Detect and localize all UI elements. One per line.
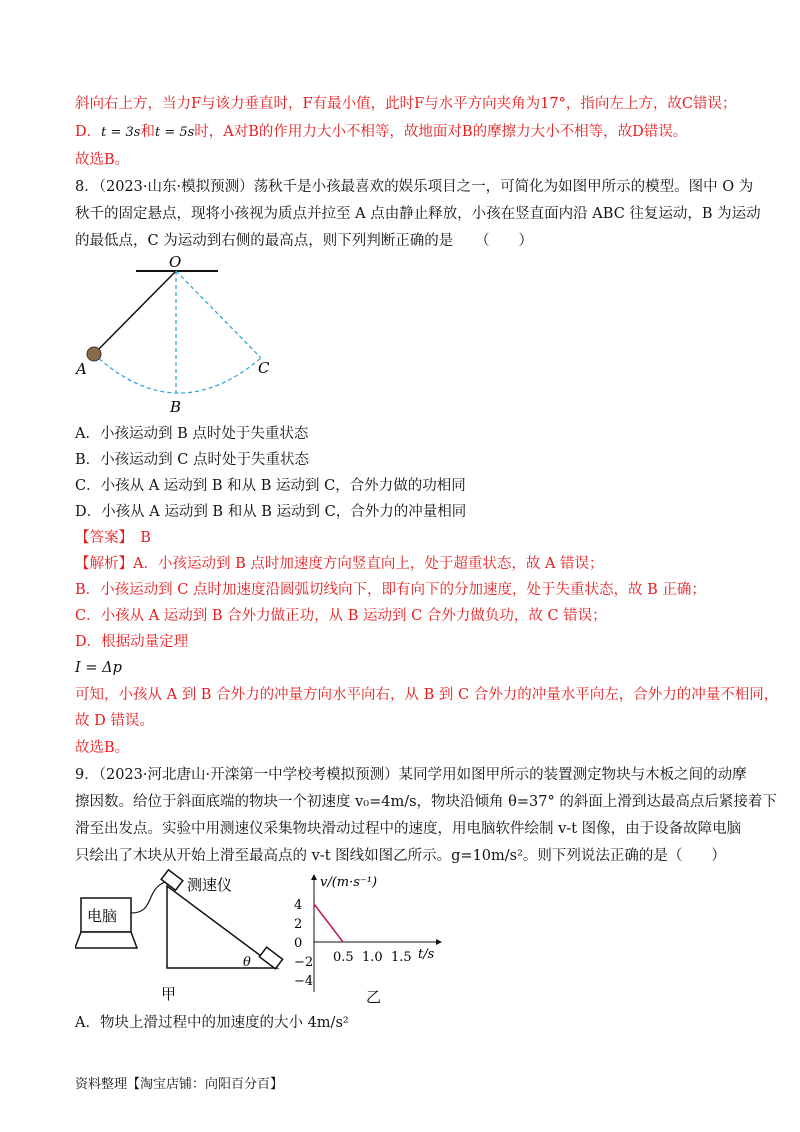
computer-base bbox=[75, 932, 137, 948]
q9-stem4: 只绘出了木块从开始上滑至最高点的 v-t 图线如图乙所示。g=10m/s²。则下列说法正确的是（ ） bbox=[75, 848, 726, 864]
q8-formula: I = Δp bbox=[75, 660, 122, 676]
x-tick-label: 0.5 bbox=[333, 950, 354, 965]
q8-answer: 【答案】 B bbox=[75, 530, 151, 546]
vt-series-line bbox=[314, 904, 343, 942]
y-tick-label: −2 bbox=[294, 955, 314, 970]
label-b: B bbox=[170, 398, 182, 416]
q8-analysis-d: D．根据动量定理 bbox=[75, 634, 189, 650]
y-tick-label: 4 bbox=[294, 898, 303, 913]
q8-option-b: B．小孩运动到 C 点时处于失重状态 bbox=[75, 452, 309, 468]
q8-analysis-b: B．小孩运动到 C 点时加速度沿圆弧切线向下，即有向下的分加速度，处于失重状态，故 B 正确； bbox=[75, 582, 706, 598]
q9-stem3: 滑至出发点。实验中用测速仪采集物块滑动过程中的速度，用电脑软件绘制 v-t 图像，由于设备故障电脑 bbox=[75, 821, 742, 837]
q8-option-a: A．小孩运动到 B 点时处于失重状态 bbox=[75, 426, 309, 442]
y-axis-label: v/(m·s⁻¹) bbox=[320, 875, 378, 890]
q8-analysis-a: 【解析】A．小孩运动到 B 点时加速度方向竖直向上，处于超重状态，故 A 错误； bbox=[75, 556, 604, 572]
y-tick-label: 2 bbox=[294, 917, 303, 932]
q8-option-c: C．小孩从 A 运动到 B 和从 B 运动到 C，合外力做的功相同 bbox=[75, 478, 466, 494]
x-tick-label: 1.5 bbox=[391, 950, 412, 965]
q8-stem2: 秋千的固定悬点，现将小孩视为质点并拉至 A 点由静止释放，小孩在竖直面内沿 ABC 往复运动，B 为运动 bbox=[75, 206, 761, 222]
x-axis-label: t/s bbox=[418, 947, 435, 962]
dashed-to-c bbox=[176, 271, 261, 358]
vt-chart bbox=[290, 866, 450, 1006]
theta-label: θ bbox=[243, 955, 251, 970]
q9-stem1: 9．（2023·河北唐山·开滦第一中学校考模拟预测）某同学用如图甲所示的装置测定物块与木板之间的动摩 bbox=[75, 767, 747, 783]
child-ball bbox=[87, 347, 101, 361]
meter-label: 测速仪 bbox=[187, 876, 233, 894]
cable bbox=[131, 882, 165, 913]
x-axis-arrow bbox=[436, 939, 442, 945]
y-tick-label: −4 bbox=[294, 974, 314, 989]
swing-figure bbox=[70, 252, 300, 422]
computer-label: 电脑 bbox=[87, 907, 118, 925]
y-tick-label: 0 bbox=[294, 936, 303, 951]
q8-stem1: 8．（2023·山东·模拟预测）荡秋千是小孩最喜欢的娱乐项目之一，可简化为如图甲所示的模型。图中 O 为 bbox=[75, 179, 754, 195]
q9-stem2: 擦因数。给位于斜面底端的物块一个初速度 v₀=4m/s，物块沿倾角 θ=37° 的斜面上滑到达最高点后紧接着下 bbox=[75, 794, 777, 810]
q8-choose: 故选B。 bbox=[75, 740, 130, 756]
label-o: O bbox=[169, 253, 182, 271]
speed-meter bbox=[161, 870, 183, 890]
page-footer: 资料整理【淘宝店铺：向阳百分百】 bbox=[75, 1077, 284, 1092]
x-tick-label: 1.0 bbox=[362, 950, 383, 965]
q7-line1: 斜向右上方，当力F与该力垂直时，F有最小值，此时F与水平方向夹角为17°，指向左上方，故C错误； bbox=[75, 96, 737, 112]
label-c: C bbox=[258, 359, 270, 377]
q8-option-d: D．小孩从 A 运动到 B 和从 B 运动到 C，合外力的冲量相同 bbox=[75, 504, 467, 520]
apparatus-figure bbox=[75, 868, 295, 1008]
caption-jia: 甲 bbox=[161, 985, 177, 1003]
dashed-arc bbox=[94, 354, 261, 393]
q8-stem3: 的最低点，C 为运动到右侧的最高点，则下列判断正确的是 （ ） bbox=[75, 233, 533, 249]
q7-line3: 故选B。 bbox=[75, 152, 130, 168]
caption-yi: 乙 bbox=[366, 988, 382, 1006]
y-axis-arrow bbox=[311, 874, 317, 880]
q8-conclusion2: 故 D 错误。 bbox=[75, 713, 154, 729]
q8-conclusion1: 可知，小孩从 A 到 B 合外力的冲量方向水平向右，从 B 到 C 合外力的冲量水平向左，合外力的冲量不相同， bbox=[75, 687, 779, 703]
swing-rope bbox=[94, 271, 176, 354]
q7-line2: D．t = 3s和t = 5s时，A对B的作用力大小不相等，故地面对B的摩擦力大小不相等，故D错误。 bbox=[75, 124, 688, 140]
q9-option-a: A．物块上滑过程中的加速度的大小 4m/s² bbox=[75, 1015, 349, 1031]
q8-analysis-c: C．小孩从 A 运动到 B 合外力做正功，从 B 运动到 C 合外力做负功，故 C 错误； bbox=[75, 608, 607, 624]
label-a: A bbox=[76, 360, 87, 378]
